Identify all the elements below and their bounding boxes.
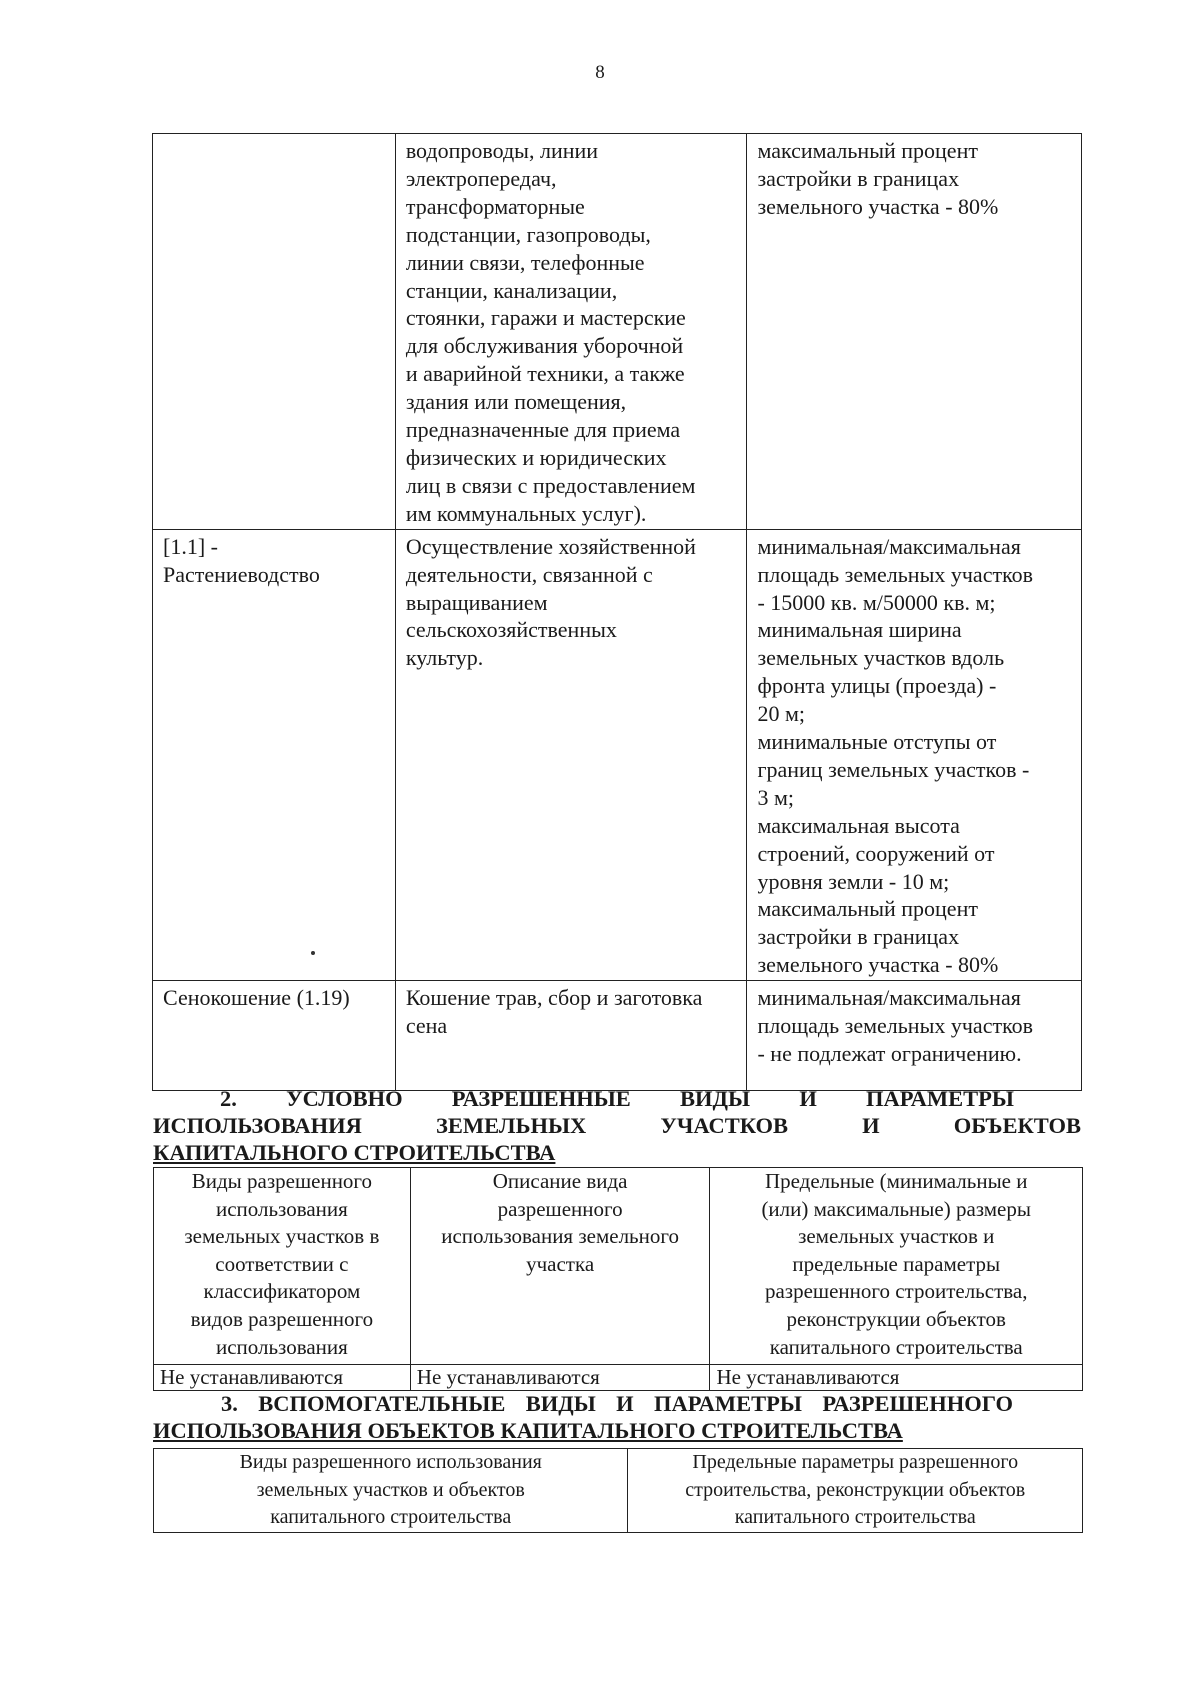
table-cell: Не устанавливаются (410, 1365, 710, 1391)
auxiliary-uses-table (153, 1448, 1083, 1533)
page-number: 8 (595, 62, 605, 83)
table-cell (153, 134, 396, 530)
column-header: Предельные (минимальные и (или) максимальные) размеры земельных участков и предельные параметры разрешенного строительства, реконструкции объектов капитального строительства (710, 1168, 1083, 1365)
table-header-row (154, 1449, 1083, 1533)
table-row (153, 529, 1082, 981)
table-cell: водопроводы, линии электропередач, трансформаторные подстанции, газопроводы, линии связи, телефонные станции, канализации, стоянки, гаражи и мастерские для обслуживания уборочной и аварийной техники, а также здания или помещения, предназначенные для приема физических и юридических лиц в связи с предоставлением им коммунальных услуг). (395, 134, 747, 530)
column-header: Виды разрешенного использования земельных участков и объектов капитального строительства (154, 1449, 628, 1533)
heading-line: ИСПОЛЬЗОВАНИЯ ЗЕМЕЛЬНЫХ УЧАСТКОВ И ОБЪЕКТОВ (153, 1113, 1081, 1138)
table-cell: Сенокошение (1.19) (153, 981, 396, 1091)
table-cell: [1.1] - Растениеводство (153, 529, 396, 981)
heading-line: ИСПОЛЬЗОВАНИЯ ОБЪЕКТОВ КАПИТАЛЬНОГО СТРОИТЕЛЬСТВА (153, 1418, 903, 1443)
table-cell: Осуществление хозяйственной деятельности, связанной с выращиванием сельскохозяйственных культур. (395, 529, 747, 981)
conditional-uses-table (153, 1167, 1083, 1391)
column-header: Описание вида разрешенного использования земельного участка (410, 1168, 710, 1365)
column-header: Виды разрешенного использования земельных участков в соответствии с классификатором видов разрешенного использования (154, 1168, 411, 1365)
section-heading-auxiliary-uses (153, 1390, 1081, 1444)
ink-dot (311, 951, 315, 955)
column-header: Предельные параметры разрешенного строительства, реконструкции объектов капитального строительства (628, 1449, 1083, 1533)
table-header-row (154, 1168, 1083, 1365)
heading-line: КАПИТАЛЬНОГО СТРОИТЕЛЬСТВА (153, 1140, 556, 1165)
table-cell: минимальная/максимальная площадь земельных участков - не подлежат ограничению. (747, 981, 1082, 1091)
heading-line: 3. ВСПОМОГАТЕЛЬНЫЕ ВИДЫ И ПАРАМЕТРЫ РАЗРЕШЕННОГО (221, 1391, 1013, 1416)
permitted-uses-table (152, 133, 1082, 1091)
table-cell: Не устанавливаются (154, 1365, 411, 1391)
heading-line: 2. УСЛОВНО РАЗРЕШЕННЫЕ ВИДЫ И ПАРАМЕТРЫ (220, 1086, 1014, 1111)
table-cell: Не устанавливаются (710, 1365, 1083, 1391)
table-row (153, 134, 1082, 530)
table-cell: Кошение трав, сбор и заготовка сена (395, 981, 747, 1091)
section-heading-conditional-uses (153, 1085, 1081, 1166)
table-row (153, 981, 1082, 1091)
table-cell: минимальная/максимальная площадь земельных участков - 15000 кв. м/50000 кв. м; минимальная ширина земельных участков вдоль фронта улицы (проезда) - 20 м; минимальные отступы от границ земельных участков - 3 м; максимальная высота строений, сооружений от уровня земли - 10 м; максимальный процент застройки в границах земельного участка - 80% (747, 529, 1082, 981)
table-cell: максимальный процент застройки в границах земельного участка - 80% (747, 134, 1082, 530)
table-row (154, 1365, 1083, 1391)
